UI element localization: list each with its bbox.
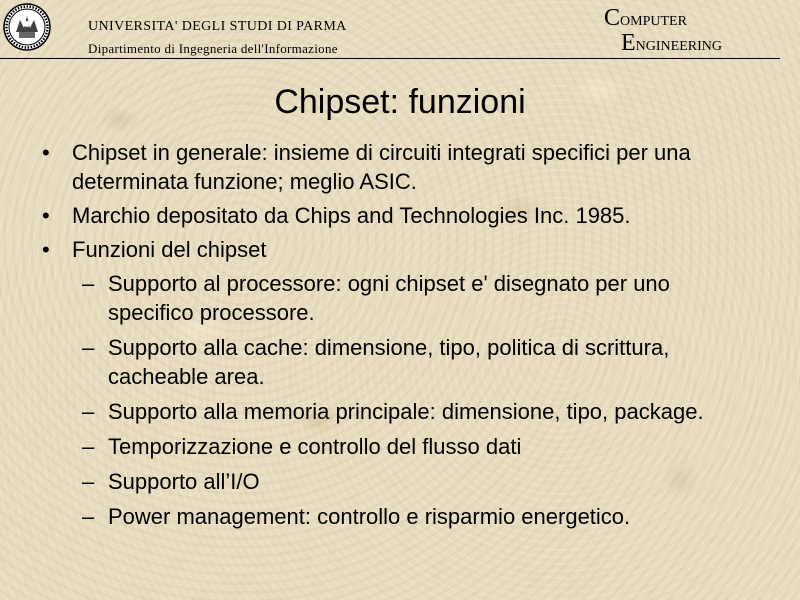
ce-rest-omputer: OMPUTER xyxy=(620,14,687,29)
ce-line-computer xyxy=(604,6,722,30)
ce-rest-ngineering: NGINEERING xyxy=(635,39,722,54)
dash-mark: – xyxy=(82,335,95,360)
slide-title: Chipset: funzioni xyxy=(274,83,526,121)
dash-mark: – xyxy=(82,434,95,459)
sub-bullet-item xyxy=(0,397,748,426)
dash-mark: – xyxy=(82,504,95,529)
slide-content xyxy=(0,138,800,537)
sub-bullet-item xyxy=(0,502,748,531)
sub-bullet-text: Supporto alla cache: dimensione, tipo, politica di scrittura, cacheable area. xyxy=(108,335,670,389)
bullet-text: Marchio depositato da Chips and Technologies Inc. 1985. xyxy=(72,203,631,228)
bullet-text: Chipset in generale: insieme di circuiti integrati specifici per una determinata funzione; meglio ASIC. xyxy=(72,140,691,194)
sub-bullet-text: Temporizzazione e controllo del flusso dati xyxy=(108,434,522,459)
ce-cap-c: C xyxy=(604,5,621,31)
sub-bullet-text: Power management: controllo e risparmio energetico. xyxy=(108,504,631,529)
dash-mark: – xyxy=(82,399,95,424)
ce-line-engineering xyxy=(621,31,722,55)
ce-cap-e: E xyxy=(621,30,636,56)
sub-bullet-item xyxy=(0,333,748,391)
bullet-mark: • xyxy=(42,203,50,228)
bullet-item xyxy=(0,201,772,230)
sub-bullet-item xyxy=(0,432,748,461)
university-name: UNIVERSITA' DEGLI STUDI DI PARMA xyxy=(88,19,347,34)
bullet-mark: • xyxy=(42,237,50,262)
bullet-text: Funzioni del chipset xyxy=(72,237,267,262)
university-seal-logo xyxy=(2,2,52,52)
computer-engineering-logo xyxy=(604,6,722,55)
bullet-item xyxy=(0,138,772,196)
sub-bullet-text: Supporto all’I/O xyxy=(108,469,260,494)
sub-bullet-item xyxy=(0,467,748,496)
bullet-mark: • xyxy=(42,140,50,165)
sub-bullet-text: Supporto alla memoria principale: dimensione, tipo, package. xyxy=(108,399,704,424)
dash-mark: – xyxy=(82,271,95,296)
sub-bullet-text: Supporto al processore: ogni chipset e' disegnato per uno specifico processore. xyxy=(108,271,670,325)
bullet-item xyxy=(0,235,772,264)
department-name: Dipartimento di Ingegneria dell'Informazione xyxy=(88,41,338,56)
header-divider xyxy=(0,58,780,59)
dash-mark: – xyxy=(82,469,95,494)
sub-bullet-item xyxy=(0,269,748,327)
